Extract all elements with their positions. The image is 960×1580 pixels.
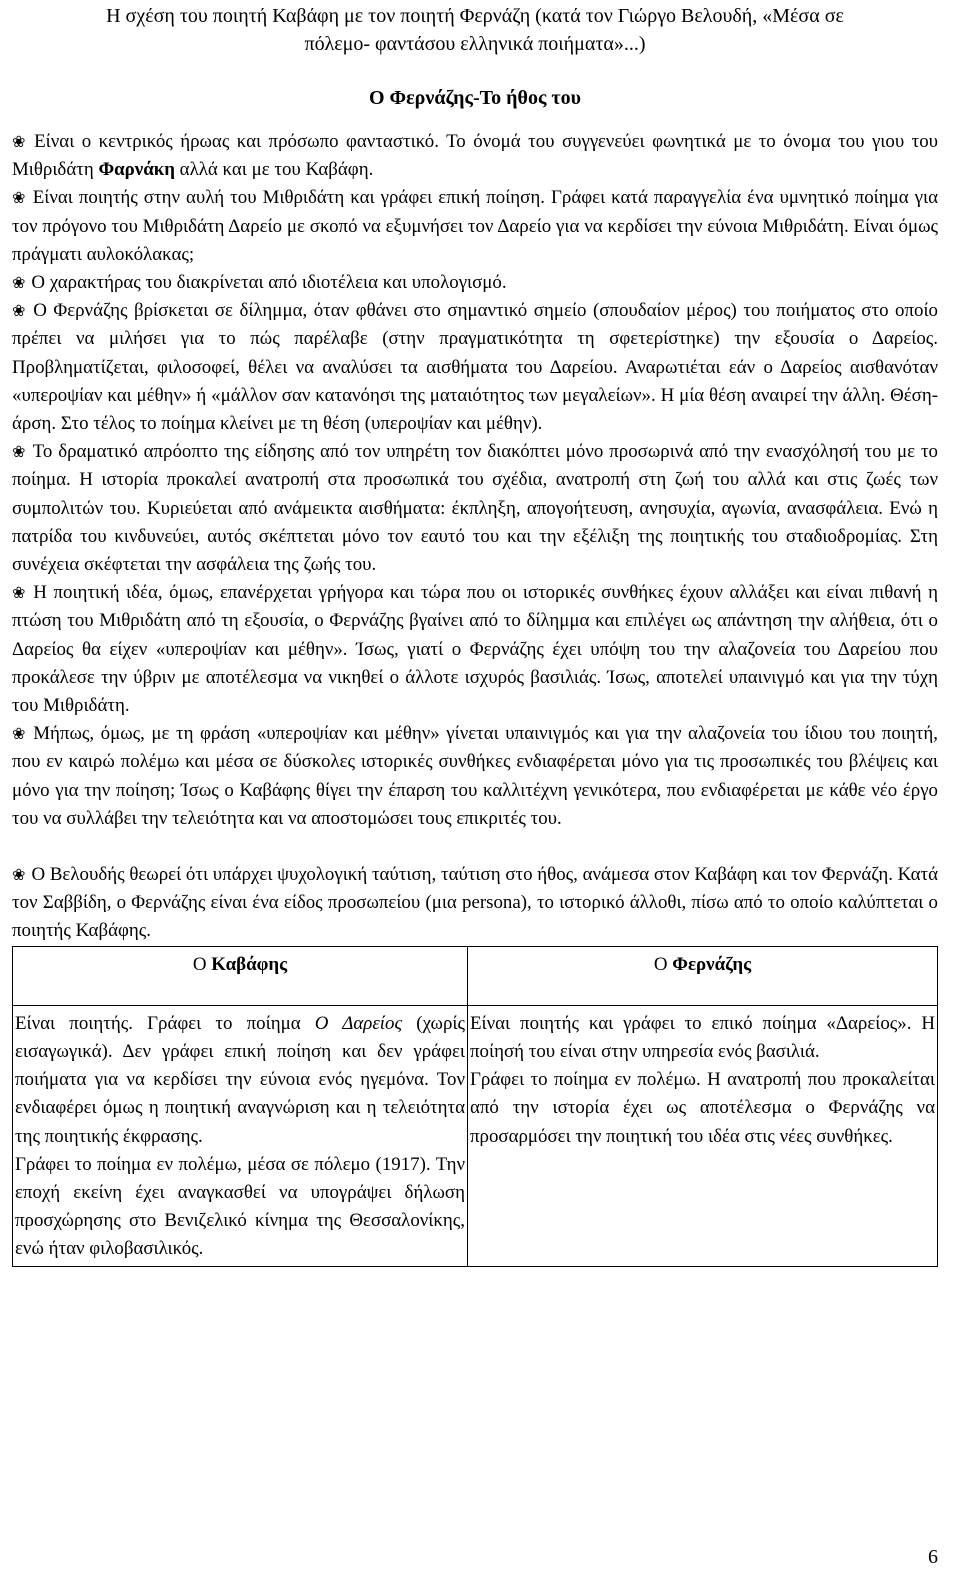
header-line-2: πόλεμο- φαντάσου ελληνικά ποιήματα»...) bbox=[304, 33, 646, 55]
cavafy-text-2: Γράφει το ποίημα εν πολέμω, μέσα σε πόλεμο (1917). Την εποχή εκείνη έχει αναγκασθεί να υπογράψει δήλωση προσχώρησης στο Βενιζελικό κίνημα της Θεσσαλονίκης, ενώ ήταν φιλοβασιλικός. bbox=[15, 1153, 465, 1260]
paragraph-5-text: Το δραματικό απρόοπτο της είδησης από τον υπηρέτη τον διακόπτει μόνο προσωρινά από την ενασχόλησή του με το ποίημα. Η ιστορία προκαλεί ανατροπή στα προσωπικά του σχέδια, ανατροπή στη ζωή του αλλά και στις ζωές των συμπολιτών του. Κυριεύεται από ανάμεικτα αισθήματα: έκπληξη, απογοήτευση, ανησυχία, αγωνία, ανασφάλεια. Ενώ η πατρίδα του κινδυνεύει, αυτός σκέπτεται μόνο τον εαυτό του και την εξέλιξη της ποιητικής του σταδιοδρομίας. Στη συνέχεια σκέφτεται την ασφάλεια της ζωής του. bbox=[12, 441, 938, 576]
paragraph-4-text: Ο Φερνάζης βρίσκεται σε δίλημμα, όταν φθάνει στο σημαντικό σημείο (σπουδαίον μέρος) του ποιήματος στο οποίο πρέπει να μιλήσει για το πώς παρέλαβε (στην πραγματικότητα τη σφετερίστηκε) την εξουσία ο Δαρείος. Προβληματίζεται, φιλοσοφεί, θέλει να αναλύσει τα αισθήματα του Δαρείου. Αναρωτιέται εάν ο Δαρείος αισθανόταν «υπεροψίαν και μέθην» ή «μάλλον σαν κατανόησι της ματαιότητος των μεγαλείων». Η μία θέση αναιρεί την άλλη. Θέση-άρση. Στο τέλος το ποίημα κλείνει με τη θέση (υπεροψίαν και μέθην). bbox=[12, 300, 939, 435]
cavafy-text-b: (χωρίς εισαγωγικά). Δεν γράφει επική ποίηση και δεν γράφει ποιήματα για να κερδίσει την εύνοια ενός ηγεμόνα. Τον ενδιαφέρει όμως η ποιητική αναγνώριση και η τελειότητα της ποιητικής έκφρασης. bbox=[15, 1012, 465, 1147]
flower-bullet-icon: ❀ bbox=[12, 583, 28, 603]
paragraph-8 bbox=[12, 861, 938, 946]
fernazis-text-2: Γράφει το ποίημα εν πολέμω. Η ανατροπή που προκαλείται από την ιστορία έχει ως αποτέλεσμα ο Φερνάζης να προσαρμόσει την ποιητική του ιδέα στις νέες συνθήκες. bbox=[470, 1069, 935, 1147]
cavafy-text-a: Είναι ποιητής. Γράφει το ποίημα bbox=[15, 1012, 315, 1034]
paragraph-6 bbox=[12, 579, 938, 720]
table-header-fernazis bbox=[468, 946, 938, 1005]
paragraph-3-text: Ο χαρακτήρας του διακρίνεται από ιδιοτέλεια και υπολογισμό. bbox=[31, 272, 507, 294]
flower-bullet-icon: ❀ bbox=[12, 273, 26, 293]
cavafy-text-1 bbox=[15, 1010, 465, 1151]
flower-bullet-icon: ❀ bbox=[12, 724, 28, 744]
header-line-1: Η σχέση του ποιητή Καβάφη με τον ποιητή Φερνάζη (κατά τον Γιώργο Βελουδή, «Μέσα σε bbox=[106, 5, 844, 27]
table-row bbox=[13, 1005, 938, 1266]
page-number: 6 bbox=[928, 1546, 938, 1568]
table-header-cavafy bbox=[13, 946, 468, 1005]
comparison-table bbox=[12, 946, 938, 1267]
section-title: Ο Φερνάζης-Το ήθος του bbox=[369, 87, 581, 109]
paragraph-1-bold: Φαρνάκη bbox=[98, 159, 175, 181]
paragraph-6-text: Η ποιητική ιδέα, όμως, επανέρχεται γρήγορα και τώρα που οι ιστορικές συνθήκες έχουν αλλάξει και είναι πιθανή η πτώση του Μιθριδάτη από τη εξουσία, ο Φερνάζης βγαίνει από το δίλημμα και επιλέγει ως απάντηση την αλήθεια, ότι ο Δαρείος θα είχεν «υπεροψίαν και μέθην». Ίσως, γιατί ο Φερνάζης έχει υπόψη του την αλαζονεία του Δαρείου που προκάλεσε την ύβριν με αποτέλεσμα να νικηθεί ο άλλοτε ισχυρός βασιλιάς. Ίσως, αποτελεί υπαινιγμό και για την τύχη του Μιθριδάτη. bbox=[12, 582, 939, 717]
paragraph-4 bbox=[12, 297, 938, 438]
paragraph-2 bbox=[12, 184, 938, 269]
paragraph-8-text: Ο Βελουδής θεωρεί ότι υπάρχει ψυχολογική ταύτιση, ταύτιση στο ήθος, ανάμεσα στον Καβάφη και τον Φερνάζη. Κατά τον Σαββίδη, ο Φερνάζης είναι ένα είδος προσωπείου (μια persona), το ιστορικό άλλοθι, πίσω από το οποίο καλύπτεται ο ποιητής Καβάφης. bbox=[12, 864, 939, 942]
flower-bullet-icon: ❀ bbox=[12, 132, 29, 151]
paragraph-1 bbox=[12, 128, 938, 184]
paragraph-2-text: Είναι ποιητής στην αυλή του Μιθριδάτη και γράφει επική ποίηση. Γράφει κατά παραγγελία ένα υμνητικό ποίημα για τον πρόγονο του Μιθριδάτη Δαρείο με σκοπό να εξυμνήσει τον Δαρείο για να κερδίσει την εύνοια Μιθριδάτη. Είναι όμως πράγματι αυλοκόλακας; bbox=[12, 187, 939, 265]
flower-bullet-icon: ❀ bbox=[12, 442, 27, 462]
table-cell-cavafy bbox=[13, 1005, 468, 1266]
paragraph-7 bbox=[12, 720, 938, 833]
header-prefix: Ο bbox=[653, 953, 673, 975]
flower-bullet-icon: ❀ bbox=[12, 188, 27, 208]
table-cell-fernazis bbox=[468, 1005, 938, 1266]
flower-bullet-icon: ❀ bbox=[12, 865, 26, 885]
document-page bbox=[12, 0, 938, 1267]
flower-bullet-icon: ❀ bbox=[12, 301, 28, 321]
poem-title-italic: Ο Δαρείος bbox=[314, 1012, 403, 1034]
paragraph-7-text: Μήπως, όμως, με τη φράση «υπεροψίαν και μέθην» γίνεται υπαινιγμός και για την αλαζονεία του ίδιου του ποιητή, που εν καιρώ πολέμω και μέσα σε δύσκολες ιστορικές συνθήκες ενδιαφέρεται μόνο για τις προσωπικές του βλέψεις και μόνο για την ποίηση; Ίσως ο Καβάφης θίγει την έπαρση του καλλιτέχνη γενικότερα, που ενδιαφέρεται με κάθε νέο έργο του να συλλάβει την τελειότητα και να αποστομώσει τους επικριτές του. bbox=[12, 723, 938, 829]
paragraph-1-text-a: Είναι ο κεντρικός ήρωας και πρόσωπο φανταστικό. Το όνομά του συγγενεύει φωνητικά με το όνομα του γιου του Μιθριδάτη bbox=[12, 131, 939, 181]
paragraph-5 bbox=[12, 438, 938, 579]
paragraph-gap bbox=[12, 833, 938, 861]
document-header bbox=[12, 2, 938, 58]
header-name-cavafy: Καβάφης bbox=[211, 953, 288, 975]
table-header-row bbox=[13, 946, 938, 1005]
fernazis-text-1: Είναι ποιητής και γράφει το επικό ποίημα «Δαρείος». Η ποίησή του είναι στην υπηρεσία ενός βασιλιά. bbox=[470, 1012, 935, 1062]
header-prefix: Ο bbox=[192, 953, 212, 975]
paragraph-1-text-c: αλλά και με του Καβάφη. bbox=[174, 159, 374, 181]
header-name-fernazis: Φερνάζης bbox=[672, 953, 752, 975]
paragraph-3 bbox=[12, 269, 938, 297]
